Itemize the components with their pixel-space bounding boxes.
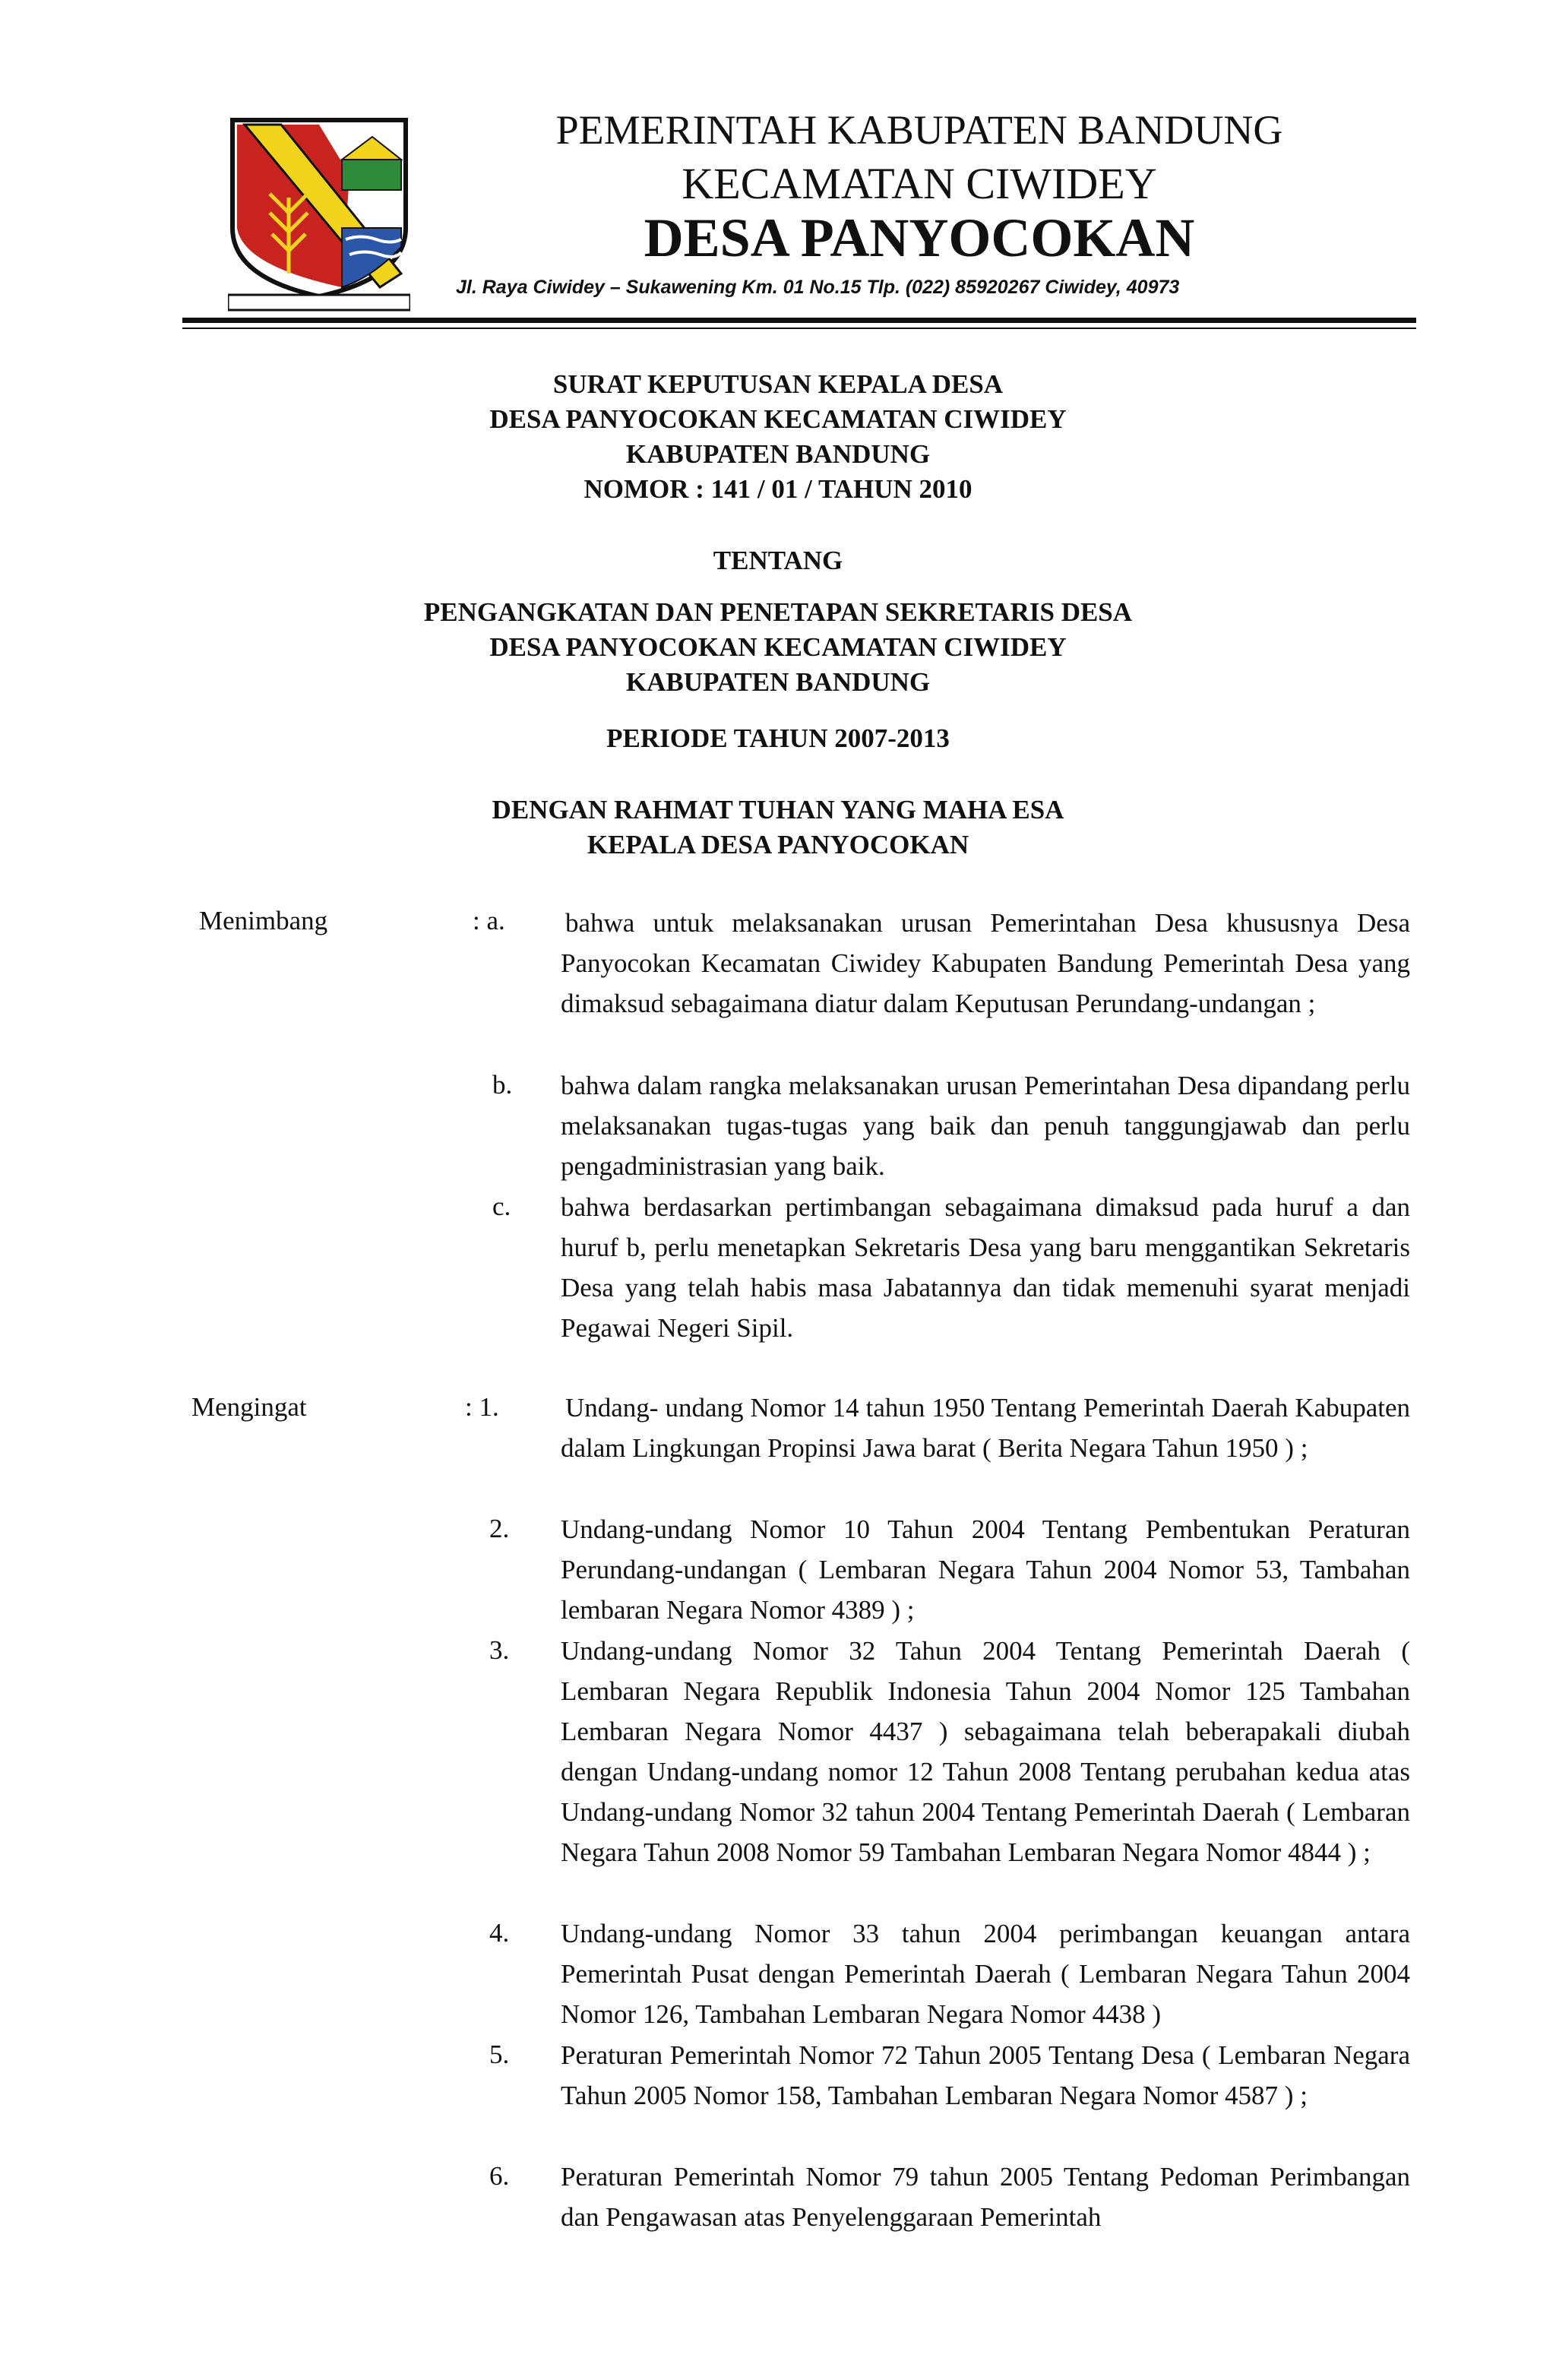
mengingat-colon: : 1. bbox=[465, 1392, 499, 1422]
menimbang-item-b: bahwa dalam rangka melaksanakan urusan Pemerintahan Desa dipandang perlu melaksanakan tugas-tugas yang baik dan penuh tanggungjawab dan perlu pengadministrasian yang baik. bbox=[561, 1071, 1410, 1181]
crest-motto-ribbon bbox=[228, 295, 410, 310]
menimbang-colon: : a. bbox=[473, 906, 505, 935]
letterhead-rule-thick bbox=[182, 318, 1416, 323]
crest-green-field bbox=[342, 160, 401, 190]
decree-subject-line2: DESA PANYOCOKAN KECAMATAN CIWIDEY bbox=[489, 632, 1067, 662]
mengingat-item-5-number: 5. bbox=[489, 2040, 510, 2069]
menimbang-item-c: bahwa berdasarkan pertimbangan sebagaimana dimaksud pada huruf a dan huruf b, perlu menetapkan Sekretaris Desa yang baru menggantikan Sekretaris Desa yang telah habis masa Jabatannya dan tidak memenuhi syarat menjadi Pegawai Negeri Sipil. bbox=[561, 1192, 1410, 1343]
decree-period: PERIODE TAHUN 2007-2013 bbox=[606, 723, 950, 753]
mengingat-item-2-number: 2. bbox=[489, 1514, 510, 1543]
decree-title-line1: SURAT KEPUTUSAN KEPALA DESA bbox=[552, 369, 1004, 399]
letterhead-government-line: PEMERINTAH KABUPATEN BANDUNG bbox=[555, 107, 1283, 153]
letterhead-village-name: DESA PANYOCOKAN bbox=[644, 207, 1195, 268]
mengingat-item-1: Undang- undang Nomor 14 tahun 1950 Tentang Pemerintah Daerah Kabupaten dalam Lingkungan Propinsi Jawa barat ( Berita Negara Tahun 1950 ) ; bbox=[561, 1393, 1410, 1463]
kabupaten-bandung-crest-logo bbox=[228, 114, 410, 312]
mengingat-label: Mengingat bbox=[191, 1392, 307, 1422]
decree-rahmat-line1: DENGAN RAHMAT TUHAN YANG MAHA ESA bbox=[492, 795, 1064, 824]
decree-tentang: TENTANG bbox=[713, 546, 843, 575]
letterhead-rule-thin bbox=[182, 328, 1416, 329]
mengingat-item-4: Undang-undang Nomor 33 tahun 2004 perimbangan keuangan antara Pemerintah Pusat dengan Pemerintah Daerah ( Lembaran Negara Tahun 2004 Nomor 126, Tambahan Lembaran Negara Nomor 4438 ) bbox=[561, 1919, 1410, 2029]
letterhead-address: Jl. Raya Ciwidey – Sukawening Km. 01 No.15 Tlp. (022) 85920267 Ciwidey, 40973 bbox=[456, 277, 1180, 298]
decree-subject-line3: KABUPATEN BANDUNG bbox=[625, 667, 931, 697]
mengingat-item-4-number: 4. bbox=[489, 1918, 510, 1948]
decree-title-line2: DESA PANYOCOKAN KECAMATAN CIWIDEY bbox=[489, 404, 1067, 434]
decree-rahmat-line2: KEPALA DESA PANYOCOKAN bbox=[587, 830, 969, 859]
menimbang-label: Menimbang bbox=[199, 906, 328, 935]
menimbang-item-c-number: c. bbox=[492, 1192, 511, 1221]
mengingat-item-2: Undang-undang Nomor 10 Tahun 2004 Tentang Pembentukan Peraturan Perundang-undangan ( Lembaran Negara Tahun 2004 Nomor 53, Tambahan lembaran Negara Nomor 4389 ) ; bbox=[561, 1514, 1410, 1625]
decree-subject-line1: PENGANGKATAN DAN PENETAPAN SEKRETARIS DESA bbox=[423, 597, 1133, 627]
mengingat-item-3-number: 3. bbox=[489, 1635, 510, 1665]
decree-number: NOMOR : 141 / 01 / TAHUN 2010 bbox=[584, 474, 972, 504]
mengingat-item-3: Undang-undang Nomor 32 Tahun 2004 Tentang Pemerintah Daerah ( Lembaran Negara Republik Indonesia Tahun 2004 Nomor 125 Tambahan Lembaran Negara Nomor 4437 ) sebagaimana telah beberapakali diubah dengan Undang-undang nomor 12 Tahun 2008 Tentang perubahan kedua atas Undang-undang Nomor 32 tahun 2004 Tentang Pemerintah Daerah ( Lembaran Negara Tahun 2008 Nomor 59 Tambahan Lembaran Negara Nomor 4844 ) ; bbox=[561, 1636, 1410, 1867]
decree-title-line3: KABUPATEN BANDUNG bbox=[625, 439, 931, 469]
mengingat-item-5: Peraturan Pemerintah Nomor 72 Tahun 2005 Tentang Desa ( Lembaran Negara Tahun 2005 Nomor 158, Tambahan Lembaran Negara Nomor 4587 ) ; bbox=[561, 2040, 1410, 2110]
menimbang-item-b-number: b. bbox=[492, 1070, 513, 1100]
mengingat-item-6: Peraturan Pemerintah Nomor 79 tahun 2005 Tentang Pedoman Perimbangan dan Pengawasan atas Penyelenggaraan Pemerintah bbox=[561, 2162, 1410, 2232]
letterhead-district-line: KECAMATAN CIWIDEY bbox=[682, 159, 1157, 208]
mengingat-item-6-number: 6. bbox=[489, 2161, 510, 2191]
menimbang-item-a: bahwa untuk melaksanakan urusan Pemerintahan Desa khususnya Desa Panyocokan Kecamatan Ciwidey Kabupaten Bandung Pemerintah Desa yang dimaksud sebagaimana diatur dalam Keputusan Perundang-undangan ; bbox=[561, 908, 1410, 1018]
